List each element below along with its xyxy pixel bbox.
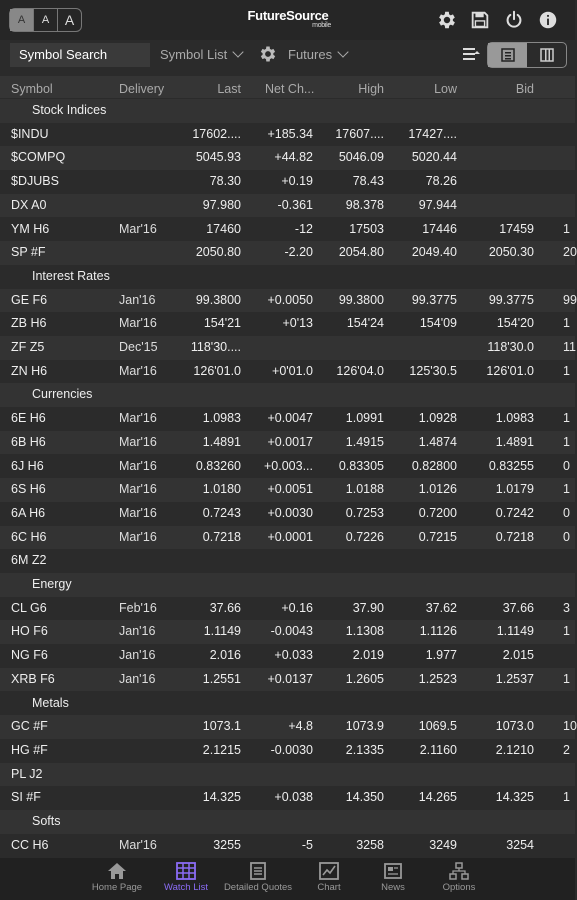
cell-net-change: +0.003... (264, 458, 313, 473)
cell-last: 1.0180 (202, 482, 241, 497)
cell-net-change: +0.038 (274, 790, 313, 805)
cell-last: 118'30.... (190, 340, 241, 354)
table-row[interactable] (0, 763, 575, 787)
cell-high: 1.0991 (345, 411, 384, 426)
list-settings-gear-icon[interactable] (258, 44, 278, 64)
col-header-low[interactable]: Low (434, 82, 457, 96)
group-header-row (0, 573, 575, 597)
cell-symbol: YM H6 (11, 221, 50, 236)
cell-high: 99.3800 (338, 292, 384, 307)
cell-ask-partial: 3 (563, 600, 570, 615)
cell-high: 0.7226 (345, 529, 384, 544)
cell-symbol: 6S H6 (11, 482, 46, 497)
cell-low: 125'30.5 (409, 363, 457, 378)
table-row[interactable] (0, 834, 575, 858)
cell-ask-partial: 10 (563, 719, 577, 734)
cell-low: 78.26 (425, 174, 457, 189)
cell-ask-partial: 1 (563, 363, 570, 378)
chart-icon (319, 862, 339, 880)
cell-high: 154'24 (346, 316, 384, 331)
cell-low: 1.4874 (418, 434, 457, 449)
cell-symbol: ZB H6 (11, 316, 47, 331)
cell-delivery: Jan'16 (119, 624, 156, 639)
table-row[interactable] (0, 502, 575, 526)
cell-symbol: $COMPQ (11, 150, 66, 165)
cell-symbol: 6B H6 (11, 434, 46, 449)
col-header-symbol[interactable]: Symbol (11, 82, 53, 96)
table-row[interactable] (0, 241, 575, 265)
cell-bid: 154'20 (496, 316, 534, 331)
column-view-button[interactable] (527, 43, 566, 67)
cell-symbol: GE F6 (11, 292, 48, 307)
cell-net-change: +0'01.0 (272, 363, 313, 378)
cell-high: 1073.9 (345, 719, 384, 734)
cell-last: 0.7218 (202, 529, 241, 544)
cell-low: 14.265 (418, 790, 457, 805)
cell-low: 97.944 (418, 197, 457, 212)
cell-bid: 14.325 (495, 790, 534, 805)
cell-bid: 2050.30 (488, 245, 534, 260)
cell-net-change: -5 (301, 837, 313, 852)
font-size-medium-button[interactable]: A (33, 9, 58, 31)
cell-last: 1.1149 (203, 624, 241, 639)
cell-delivery: Mar'16 (119, 363, 157, 378)
cell-symbol: CL G6 (11, 600, 47, 615)
cell-last: 1.4891 (202, 434, 241, 449)
cell-ask-partial: 1 (563, 316, 570, 331)
col-header-bid[interactable]: Bid (515, 82, 534, 96)
cell-bid: 0.7218 (495, 529, 534, 544)
cell-bid: 1.0179 (495, 482, 534, 497)
logo (245, 10, 331, 29)
font-size-large-button[interactable]: A (64, 12, 75, 28)
column-header-row (0, 76, 575, 98)
cell-ask-partial: 0 (563, 529, 570, 544)
cell-net-change: +0.16 (281, 600, 313, 615)
cell-high: 1.0188 (345, 482, 384, 497)
cell-ask-partial: 1 (563, 411, 570, 426)
cell-delivery: Mar'16 (119, 482, 157, 497)
cell-net-change: +44.82 (274, 150, 313, 165)
cell-net-change: +0.19 (281, 174, 313, 189)
cell-last: 3255 (213, 837, 241, 852)
logo-sub: mobile (312, 22, 331, 29)
cell-symbol: HO F6 (11, 624, 48, 639)
cell-low: 37.62 (425, 600, 457, 615)
group-header-row (0, 692, 575, 716)
cell-high: 17607.... (335, 126, 384, 141)
table-row[interactable] (0, 146, 575, 170)
group-header-row (0, 383, 575, 407)
nav-options[interactable] (433, 858, 485, 900)
table-row[interactable] (0, 620, 575, 644)
cell-low: 99.3775 (411, 292, 457, 307)
watch-list-icon (176, 862, 196, 880)
cell-low: 17446 (422, 221, 457, 236)
table-row[interactable] (0, 455, 575, 479)
cell-high: 78.43 (352, 174, 384, 189)
cell-high: 1.4915 (345, 434, 384, 449)
cell-last: 154'21 (203, 316, 241, 331)
cell-ask-partial: 0 (563, 505, 570, 520)
table-row[interactable] (0, 289, 575, 313)
cell-low: 2.1160 (419, 742, 457, 757)
symbol-list-dropdown[interactable] (160, 43, 242, 67)
nav-label: News (381, 882, 405, 893)
table-row[interactable] (0, 123, 575, 147)
group-header-row (0, 810, 575, 834)
cell-bid: 17459 (499, 221, 534, 236)
cell-delivery: Dec'15 (119, 340, 158, 354)
cell-symbol: $INDU (11, 126, 49, 141)
cell-net-change: +0.0030 (267, 505, 313, 520)
cell-high: 1.1308 (345, 624, 384, 639)
cell-high: 17503 (349, 221, 384, 236)
nav-label: Detailed Quotes (223, 882, 293, 893)
cell-symbol: XRB F6 (11, 671, 55, 686)
table-row[interactable] (0, 407, 575, 431)
info-icon[interactable] (537, 9, 559, 31)
cell-last: 17602.... (192, 126, 241, 141)
toolbar (0, 40, 575, 74)
cell-low: 1.0928 (418, 411, 457, 426)
cell-symbol: 6E H6 (11, 411, 46, 426)
view-mode-toggle[interactable] (487, 42, 567, 68)
cell-ask-partial: 20 (563, 245, 577, 260)
nav-home-page[interactable] (87, 858, 147, 900)
sort-list-icon[interactable] (462, 45, 482, 63)
cell-last: 1.2551 (202, 671, 241, 686)
chevron-down-icon (337, 46, 348, 57)
cell-ask-partial: 1 (563, 434, 570, 449)
cell-symbol: HG #F (11, 742, 48, 757)
nav-watch-list[interactable] (157, 858, 215, 900)
table-row[interactable] (0, 549, 575, 573)
news-icon (383, 862, 403, 880)
cell-bid: 0.7242 (495, 505, 534, 520)
cell-last: 126'01.0 (193, 363, 241, 378)
cell-last: 2.1215 (202, 742, 241, 757)
group-header-row (0, 265, 575, 289)
bottom-nav (0, 858, 575, 900)
cell-net-change: -12 (294, 221, 313, 236)
cell-ask-partial: 1 (563, 482, 570, 497)
cell-high: 5046.09 (338, 150, 384, 165)
logo-main: FutureSource (247, 8, 329, 23)
col-header-last[interactable]: Last (217, 82, 241, 96)
symbol-search-input[interactable]: Symbol Search (10, 43, 150, 67)
watch-list-table (0, 99, 575, 858)
cell-low: 0.7215 (418, 529, 457, 544)
group-name: Interest Rates (32, 268, 110, 283)
cell-net-change: -2.20 (284, 245, 313, 260)
cell-symbol: PL J2 (11, 766, 43, 781)
cell-high: 0.83305 (338, 458, 384, 473)
cell-net-change: +0.0051 (267, 482, 313, 497)
group-name: Softs (32, 814, 61, 828)
cell-high: 126'04.0 (336, 363, 384, 378)
cell-bid: 1.0983 (495, 411, 534, 426)
cell-net-change: +0.0001 (267, 529, 313, 544)
cell-low: 154'09 (419, 316, 457, 331)
table-row[interactable] (0, 786, 575, 810)
cell-delivery: Mar'16 (119, 529, 157, 544)
cell-high: 2.1335 (345, 742, 384, 757)
table-row[interactable] (0, 526, 575, 550)
cell-net-change: -0.0030 (270, 742, 313, 757)
futures-dropdown[interactable] (288, 43, 347, 67)
table-row[interactable] (0, 478, 575, 502)
cell-net-change: +185.34 (267, 126, 313, 141)
list-view-icon (501, 48, 515, 62)
table-row[interactable] (0, 597, 575, 621)
cell-delivery: Mar'16 (119, 837, 157, 852)
detailed-quotes-icon (248, 862, 268, 880)
table-row[interactable] (0, 644, 575, 668)
table-row[interactable] (0, 715, 575, 739)
font-size-selector[interactable] (9, 8, 82, 32)
cell-delivery: Jan'16 (119, 292, 156, 307)
nav-detailed-quotes[interactable] (219, 858, 297, 900)
cell-delivery: Mar'16 (119, 434, 157, 449)
cell-symbol: 6M Z2 (11, 553, 47, 568)
cell-high: 14.350 (345, 790, 384, 805)
cell-high: 1.2605 (345, 671, 384, 686)
cell-last: 2.016 (209, 648, 241, 663)
col-header-high[interactable]: High (358, 82, 384, 96)
nav-label: Options (442, 882, 476, 893)
cell-delivery: Mar'16 (119, 316, 157, 331)
settings-gear-icon[interactable] (436, 9, 458, 31)
group-name: Stock Indices (32, 103, 107, 117)
cell-low: 1.2523 (418, 671, 457, 686)
cell-low: 5020.44 (411, 150, 457, 165)
home-icon (107, 862, 127, 880)
cell-high: 2.019 (352, 648, 384, 663)
table-row[interactable] (0, 360, 575, 384)
cell-bid: 2.015 (502, 648, 534, 663)
nav-label: Watch List (164, 882, 208, 893)
cell-net-change: +0.0050 (267, 292, 313, 307)
futures-label: Futures (288, 47, 333, 62)
cell-net-change: +0.0047 (267, 411, 313, 426)
cell-low: 3249 (429, 837, 457, 852)
cell-last: 99.3800 (195, 292, 241, 307)
cell-symbol: SI #F (11, 790, 41, 805)
table-row[interactable] (0, 218, 575, 242)
cell-net-change: -0.361 (277, 197, 313, 212)
nav-chart[interactable] (307, 858, 351, 900)
cell-high: 2054.80 (338, 245, 384, 260)
cell-net-change: -0.0043 (270, 624, 313, 639)
cell-delivery: Jan'16 (119, 671, 156, 686)
cell-last: 2050.80 (195, 245, 241, 260)
col-header-delivery[interactable]: Delivery (119, 82, 165, 96)
power-icon[interactable] (503, 9, 525, 31)
font-size-small-button[interactable]: A (10, 9, 33, 31)
cell-net-change: +0.0137 (267, 671, 313, 686)
cell-low: 0.7200 (418, 505, 457, 520)
cell-symbol: 6C H6 (11, 529, 47, 544)
cell-symbol: NG F6 (11, 648, 48, 663)
cell-high: 98.378 (345, 197, 384, 212)
cell-bid: 1.4891 (495, 434, 534, 449)
top-bar (0, 0, 575, 40)
cell-symbol: GC #F (11, 719, 48, 734)
table-row[interactable] (0, 312, 575, 336)
cell-high: 37.90 (352, 600, 384, 615)
cell-low: 17427.... (408, 126, 457, 141)
cell-bid: 126'01.0 (486, 363, 534, 378)
group-name: Energy (32, 577, 72, 591)
nav-label: Chart (317, 882, 341, 893)
group-name: Metals (32, 695, 69, 710)
table-row[interactable] (0, 739, 575, 763)
table-row[interactable] (0, 431, 575, 455)
table-row[interactable] (0, 170, 575, 194)
cell-ask-partial: 99 (563, 292, 577, 307)
cell-symbol: ZF Z5 (11, 340, 45, 354)
cell-last: 17460 (206, 221, 241, 236)
cell-symbol: 6J H6 (11, 458, 44, 473)
cell-high: 3258 (356, 837, 384, 852)
cell-bid: 99.3775 (488, 292, 534, 307)
cell-bid: 1.2537 (495, 671, 534, 686)
table-row[interactable] (0, 336, 575, 360)
cell-ask-partial: 1 (563, 671, 570, 686)
cell-low: 1.977 (425, 648, 457, 663)
cell-last: 14.325 (202, 790, 241, 805)
chevron-down-icon (233, 46, 244, 57)
options-icon (449, 862, 469, 880)
cell-last: 97.980 (202, 197, 241, 212)
cell-symbol: CC H6 (11, 837, 49, 852)
cell-net-change: +0.0017 (267, 434, 313, 449)
cell-bid: 1.1149 (496, 624, 534, 639)
cell-low: 0.82800 (411, 458, 457, 473)
table-row[interactable] (0, 668, 575, 692)
column-view-icon (540, 48, 554, 62)
cell-bid: 37.66 (502, 600, 534, 615)
cell-last: 1.0983 (202, 411, 241, 426)
cell-ask-partial: 1 (563, 790, 570, 805)
cell-ask-partial: 1 (563, 221, 570, 236)
cell-delivery: Feb'16 (119, 600, 157, 615)
cell-symbol: 6A H6 (11, 505, 46, 520)
cell-symbol: $DJUBS (11, 174, 59, 189)
cell-last: 1073.1 (202, 719, 241, 734)
cell-ask-partial: 1 (563, 624, 570, 639)
table-row[interactable] (0, 194, 575, 218)
symbol-list-label: Symbol List (160, 47, 228, 62)
cell-delivery: Jan'16 (119, 648, 156, 663)
cell-bid: 0.83255 (488, 458, 534, 473)
cell-ask-partial: 0 (563, 458, 570, 473)
list-view-button[interactable] (488, 43, 527, 67)
cell-net-change: +4.8 (288, 719, 313, 734)
cell-last: 37.66 (209, 600, 241, 615)
cell-bid: 118'30.0 (487, 340, 534, 354)
cell-delivery: Mar'16 (119, 411, 157, 426)
cell-last: 5045.93 (195, 150, 241, 165)
cell-low: 2049.40 (411, 245, 457, 260)
cell-ask-partial: 11 (563, 340, 576, 354)
cell-high: 0.7253 (345, 505, 384, 520)
cell-bid: 1073.0 (495, 719, 534, 734)
cell-low: 1069.5 (418, 719, 457, 734)
cell-last: 0.7243 (202, 505, 241, 520)
cell-symbol: SP #F (11, 245, 46, 260)
cell-symbol: ZN H6 (11, 363, 48, 378)
cell-ask-partial: 2 (563, 742, 570, 757)
cell-net-change: +0.033 (274, 648, 313, 663)
cell-last: 0.83260 (195, 458, 241, 473)
cell-delivery: Mar'16 (119, 221, 157, 236)
save-icon[interactable] (469, 9, 491, 31)
cell-delivery: Mar'16 (119, 505, 157, 520)
nav-label: Home Page (91, 882, 143, 893)
col-header-net-change[interactable]: Net Ch... (265, 82, 315, 96)
group-header-row (0, 99, 575, 123)
cell-symbol: DX A0 (11, 197, 47, 212)
cell-low: 1.1126 (419, 624, 457, 639)
cell-delivery: Mar'16 (119, 458, 157, 473)
cell-last: 78.30 (209, 174, 241, 189)
cell-low: 1.0126 (418, 482, 457, 497)
cell-net-change: +0'13 (282, 316, 313, 331)
cell-bid: 2.1210 (495, 742, 534, 757)
group-name: Currencies (32, 387, 93, 402)
cell-bid: 3254 (506, 837, 534, 852)
nav-news[interactable] (371, 858, 415, 900)
